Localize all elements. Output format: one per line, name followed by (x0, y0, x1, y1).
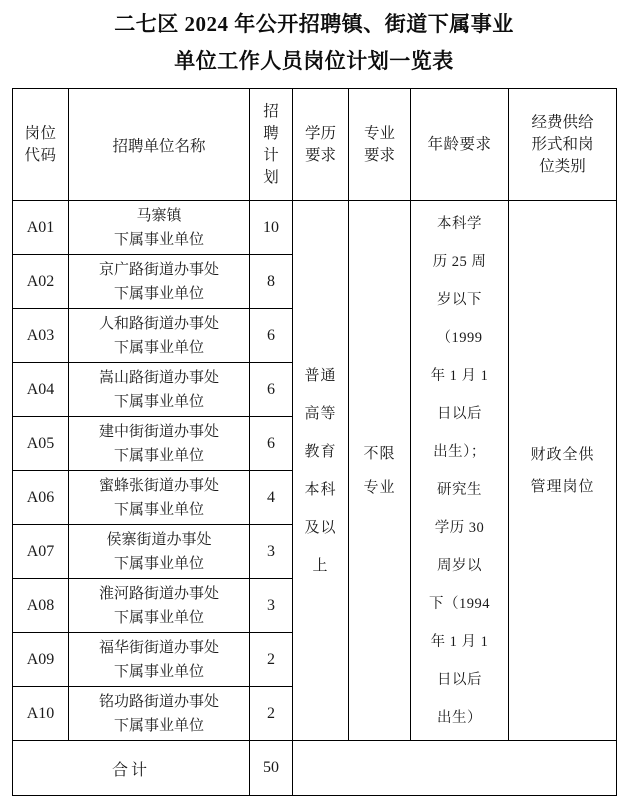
cell-funding-and-post-type (509, 201, 617, 741)
unit-name-line-2: 下属事业单位 (113, 339, 204, 356)
unit-name-line-2: 下属事业单位 (113, 609, 204, 626)
page-title-line-1: 二七区 2024 年公开招聘镇、街道下属事业 (114, 12, 514, 36)
table-row (13, 201, 617, 255)
cell-unit-name (69, 363, 250, 417)
cell-job-code: A04 (13, 363, 69, 417)
unit-name-line-2: 下属事业单位 (113, 231, 204, 248)
age-line-5: 年 1 月 1 (430, 367, 489, 384)
age-line-13: 日以后 (437, 671, 482, 688)
cell-unit-name (69, 255, 250, 309)
funding-line-1: 财政全供 (530, 446, 595, 463)
education-line-5: 及以 (304, 519, 337, 536)
header-major-line-1: 专业 (363, 124, 395, 142)
cell-job-code: A06 (13, 471, 69, 525)
header-unit-label: 招聘单位名称 (112, 137, 206, 155)
header-plan-char-1: 招 (263, 102, 279, 120)
education-line-2: 高等 (304, 405, 337, 422)
major-line-1: 不限 (363, 445, 396, 462)
header-cell-unit (69, 89, 250, 201)
cell-plan-count: 2 (250, 633, 293, 687)
cell-job-code: A09 (13, 633, 69, 687)
education-line-1: 普通 (304, 367, 337, 384)
cell-unit-name (69, 471, 250, 525)
education-line-4: 本科 (304, 481, 337, 498)
age-line-3: 岁以下 (437, 291, 482, 308)
header-cell-code (13, 89, 69, 201)
cell-unit-name (69, 633, 250, 687)
cell-education-requirement (293, 201, 349, 741)
cell-age-requirement (411, 201, 509, 741)
cell-job-code: A05 (13, 417, 69, 471)
header-code-line-1: 岗位 (24, 124, 57, 142)
education-line-6: 上 (312, 557, 329, 574)
cell-plan-count: 4 (250, 471, 293, 525)
age-line-8: 研究生 (437, 481, 482, 498)
table-header-row (13, 89, 617, 201)
job-plan-table (12, 88, 617, 796)
unit-name-line-1: 建中街街道办事处 (98, 423, 219, 440)
cell-unit-name (69, 309, 250, 363)
age-line-9: 学历 30 (434, 519, 485, 536)
unit-name-line-2: 下属事业单位 (113, 663, 204, 680)
age-line-2: 历 25 周 (432, 253, 487, 270)
table-total-row (13, 741, 617, 796)
cell-plan-count: 6 (250, 309, 293, 363)
age-line-12: 年 1 月 1 (430, 633, 489, 650)
unit-name-line-2: 下属事业单位 (113, 447, 204, 464)
header-major-line-2: 要求 (363, 146, 395, 164)
header-plan-char-4: 划 (263, 168, 279, 186)
cell-unit-name (69, 201, 250, 255)
unit-name-line-1: 蜜蜂张街道办事处 (98, 477, 219, 494)
cell-plan-count: 10 (250, 201, 293, 255)
unit-name-line-2: 下属事业单位 (113, 285, 204, 302)
unit-name-line-2: 下属事业单位 (113, 717, 204, 734)
header-plan-char-3: 计 (263, 146, 279, 164)
cell-unit-name (69, 579, 250, 633)
header-funding-line-2: 形式和岗 (531, 135, 594, 153)
unit-name-line-2: 下属事业单位 (113, 501, 204, 518)
unit-name-line-1: 马寨镇 (136, 207, 182, 224)
unit-name-line-1: 福华街街道办事处 (98, 639, 219, 656)
cell-plan-count: 6 (250, 363, 293, 417)
header-funding-line-3: 位类别 (539, 157, 586, 175)
education-line-3: 教育 (304, 443, 337, 460)
unit-name-line-1: 铭功路街道办事处 (98, 693, 219, 710)
cell-plan-count: 6 (250, 417, 293, 471)
header-funding-line-1: 经费供给 (531, 113, 594, 131)
header-education-line-1: 学历 (304, 124, 336, 142)
cell-plan-count: 2 (250, 687, 293, 741)
unit-name-line-1: 嵩山路街道办事处 (98, 369, 219, 386)
header-age-label: 年龄要求 (427, 135, 492, 153)
age-line-11: 下（1994 (429, 595, 490, 612)
page-title-line-2: 单位工作人员岗位计划一览表 (174, 49, 454, 73)
header-cell-plan (250, 89, 293, 201)
cell-major-requirement (349, 201, 411, 741)
age-line-14: 出生） (437, 709, 482, 726)
cell-job-code: A08 (13, 579, 69, 633)
age-line-10: 周岁以 (437, 557, 482, 574)
cell-job-code: A02 (13, 255, 69, 309)
total-plan-count: 50 (250, 741, 293, 796)
unit-name-line-1: 京广路街道办事处 (98, 261, 219, 278)
header-code-line-2: 代码 (24, 146, 57, 164)
unit-name-line-1: 淮河路街道办事处 (98, 585, 219, 602)
age-line-6: 日以后 (437, 405, 482, 422)
cell-plan-count: 8 (250, 255, 293, 309)
cell-plan-count: 3 (250, 579, 293, 633)
header-cell-major (349, 89, 411, 201)
cell-job-code: A03 (13, 309, 69, 363)
funding-line-2: 管理岗位 (530, 478, 595, 495)
cell-job-code: A07 (13, 525, 69, 579)
header-plan-char-2: 聘 (263, 124, 279, 142)
age-line-1: 本科学 (437, 215, 482, 232)
job-plan-table-wrapper (12, 88, 616, 796)
age-line-4: （1999 (436, 329, 483, 346)
cell-plan-count: 3 (250, 525, 293, 579)
total-label: 合计 (13, 741, 250, 796)
cell-job-code: A10 (13, 687, 69, 741)
header-cell-education (293, 89, 349, 201)
page-title (0, 0, 628, 80)
major-line-2: 专业 (363, 479, 396, 496)
cell-unit-name (69, 687, 250, 741)
header-cell-funding (509, 89, 617, 201)
cell-unit-name (69, 525, 250, 579)
unit-name-line-1: 侯寨街道办事处 (106, 531, 212, 548)
total-blank-cell (293, 741, 617, 796)
unit-name-line-2: 下属事业单位 (113, 393, 204, 410)
unit-name-line-2: 下属事业单位 (113, 555, 204, 572)
age-line-7: 出生）； (433, 443, 486, 460)
header-education-line-2: 要求 (304, 146, 336, 164)
header-cell-age (411, 89, 509, 201)
cell-job-code: A01 (13, 201, 69, 255)
cell-unit-name (69, 417, 250, 471)
unit-name-line-1: 人和路街道办事处 (98, 315, 219, 332)
